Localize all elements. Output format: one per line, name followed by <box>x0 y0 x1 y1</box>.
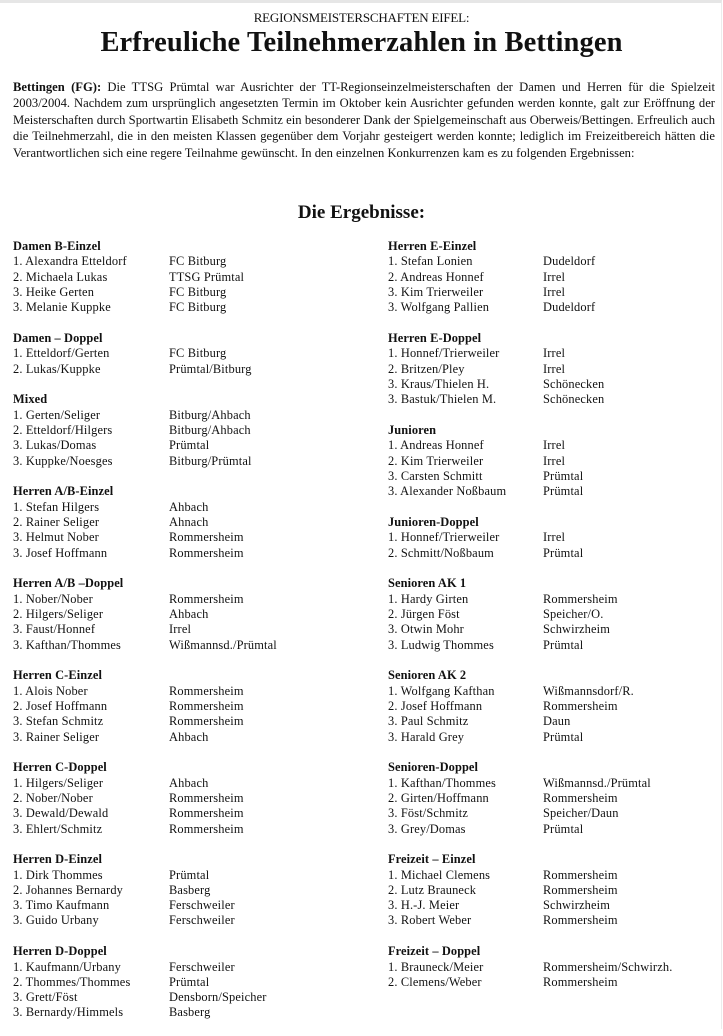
placement-name: 3. Carsten Schmitt <box>388 468 483 483</box>
result-section <box>13 239 358 315</box>
club-name: Rommersheim <box>169 683 244 698</box>
result-section <box>13 668 358 744</box>
placement-name: 2. Josef Hoffmann <box>388 698 483 713</box>
placement-name: 3. Bernardy/Himmels <box>13 1005 124 1020</box>
result-row <box>388 883 718 898</box>
club-name: Prümtal <box>169 867 210 882</box>
result-row <box>388 454 718 469</box>
placement-name: 3. Rainer Seliger <box>13 729 100 744</box>
result-row <box>388 638 718 653</box>
club-name: Prümtal <box>543 821 584 836</box>
result-section <box>13 484 358 560</box>
club-name: Densborn/Speicher <box>169 990 267 1005</box>
club-name: Irrel <box>169 622 192 637</box>
placement-name: 1. Hilgers/Seliger <box>13 775 104 790</box>
placement-name: 3. Föst/Schmitz <box>388 806 469 821</box>
placement-name: 2. Johannes Bernardy <box>13 882 124 897</box>
club-name: Ahbach <box>169 606 209 621</box>
result-section <box>13 392 358 468</box>
result-row <box>13 454 358 469</box>
result-row <box>13 362 358 377</box>
placement-name: 3. Otwin Mohr <box>388 622 464 637</box>
placement-name: 1. Kaufmann/Urbany <box>13 959 121 974</box>
club-name: Rommersheim <box>169 591 244 606</box>
club-name: Rommersheim <box>169 806 244 821</box>
placement-name: 3. Grey/Domas <box>388 821 466 836</box>
result-row <box>13 990 358 1005</box>
result-row <box>13 423 358 438</box>
club-name: Schönecken <box>543 392 605 407</box>
club-name: Ahbach <box>169 729 209 744</box>
placement-name: 1. Alois Nober <box>13 683 88 698</box>
club-name: Rommersheim <box>543 882 618 897</box>
placement-name: 3. Harald Grey <box>388 729 465 744</box>
placement-name: 2. Jürgen Föst <box>388 606 460 621</box>
section-title: Freizeit – Doppel <box>388 944 481 959</box>
result-row <box>388 776 718 791</box>
result-row <box>13 592 358 607</box>
result-row <box>388 868 718 883</box>
section-title: Herren D-Doppel <box>13 944 107 959</box>
placement-name: 2. Michaela Lukas <box>13 269 108 284</box>
placement-name: 1. Kafthan/Thommes <box>388 775 496 790</box>
club-name: FC Bitburg <box>169 284 227 299</box>
section-title: Herren C-Einzel <box>13 668 103 683</box>
club-name: Irrel <box>543 453 566 468</box>
placement-name: 3. Faust/Honnef <box>13 622 96 637</box>
placement-name: 3. Heike Gerten <box>13 284 95 299</box>
intro-lead: Bettingen (FG): <box>13 80 102 94</box>
placement-name: 1. Dirk Thommes <box>13 867 103 882</box>
result-row <box>13 776 358 791</box>
result-row <box>388 270 718 285</box>
club-name: Wißmannsdorf/R. <box>543 683 634 698</box>
club-name: Rommersheim <box>169 545 244 560</box>
result-row <box>13 714 358 729</box>
section-title: Senioren AK 2 <box>388 668 467 683</box>
placement-name: 2. Clemens/Weber <box>388 974 482 989</box>
club-name: Irrel <box>543 284 566 299</box>
club-name: Irrel <box>543 346 566 361</box>
placement-name: 2. Rainer Seliger <box>13 514 100 529</box>
result-row <box>388 377 718 392</box>
placement-name: 2. Josef Hoffmann <box>13 698 108 713</box>
placement-name: 2. Lutz Brauneck <box>388 882 477 897</box>
result-row <box>13 898 358 913</box>
club-name: Rommersheim <box>543 790 618 805</box>
result-row <box>388 346 718 361</box>
article-headline: Erfreuliche Teilnehmerzahlen in Bettingen <box>100 27 623 58</box>
result-row <box>13 699 358 714</box>
club-name: Rommersheim <box>169 530 244 545</box>
article-kicker: REGIONSMEISTERSCHAFTEN EIFEL: <box>253 10 470 25</box>
club-name: Rommersheim <box>543 867 618 882</box>
club-name: Rommersheim <box>543 698 618 713</box>
section-title: Junioren <box>388 422 437 437</box>
result-row <box>388 806 718 821</box>
result-row <box>13 730 358 745</box>
club-name: Speicher/Daun <box>543 806 619 821</box>
placement-name: 2. Girten/Hoffmann <box>388 790 489 805</box>
result-row <box>388 898 718 913</box>
placement-name: 3. Dewald/Dewald <box>13 806 109 821</box>
placement-name: 3. Ehlert/Schmitz <box>13 821 103 836</box>
result-row <box>13 791 358 806</box>
placement-name: 3. Robert Weber <box>388 913 472 928</box>
result-row <box>13 530 358 545</box>
placement-name: 1. Brauneck/Meier <box>388 959 484 974</box>
club-name: Dudeldorf <box>543 254 596 269</box>
section-title: Senioren AK 1 <box>388 576 467 591</box>
result-row <box>13 868 358 883</box>
placement-name: 2. Hilgers/Seliger <box>13 606 104 621</box>
result-section <box>13 760 358 836</box>
section-title: Herren C-Doppel <box>13 760 107 775</box>
results-column-right <box>388 239 718 1006</box>
placement-name: 2. Britzen/Pley <box>388 361 465 376</box>
placement-name: 1. Stefan Hilgers <box>13 499 100 514</box>
result-section <box>13 576 358 652</box>
placement-name: 3. Bastuk/Thielen M. <box>388 392 497 407</box>
result-row <box>13 806 358 821</box>
club-name: Speicher/O. <box>543 606 604 621</box>
article-intro <box>13 79 715 161</box>
placement-name: 1. Alexandra Etteldorf <box>13 254 127 269</box>
result-row <box>388 699 718 714</box>
result-row <box>13 975 358 990</box>
result-row <box>388 438 718 453</box>
placement-name: 3. H.-J. Meier <box>388 898 460 913</box>
placement-name: 1. Andreas Honnef <box>388 438 484 453</box>
club-name: Ferschweiler <box>169 913 235 928</box>
result-section <box>388 760 718 836</box>
club-name: Wißmannsd./Prümtal <box>543 775 651 790</box>
club-name: Rommersheim <box>543 591 618 606</box>
club-name: Schönecken <box>543 376 605 391</box>
result-section <box>388 668 718 744</box>
club-name: Schwirzheim <box>543 622 611 637</box>
club-name: Prümtal/Bitburg <box>169 361 252 376</box>
result-row <box>13 346 358 361</box>
result-row <box>388 684 718 699</box>
club-name: Rommersheim <box>169 714 244 729</box>
result-row <box>13 515 358 530</box>
club-name: Ahbach <box>169 775 209 790</box>
result-row <box>13 254 358 269</box>
club-name: Basberg <box>169 1005 211 1020</box>
section-title: Junioren-Doppel <box>388 514 479 529</box>
result-row <box>388 392 718 407</box>
result-row <box>13 546 358 561</box>
result-row <box>388 960 718 975</box>
club-name: Ferschweiler <box>169 959 235 974</box>
club-name: Rommersheim <box>169 698 244 713</box>
results-heading: Die Ergebnisse: <box>297 202 426 223</box>
result-row <box>13 408 358 423</box>
result-section <box>13 852 358 928</box>
section-title: Freizeit – Einzel <box>388 852 476 867</box>
placement-name: 3. Josef Hoffmann <box>13 545 108 560</box>
result-row <box>13 285 358 300</box>
club-name: Rommersheim <box>169 821 244 836</box>
club-name: Prümtal <box>169 974 210 989</box>
club-name: Ferschweiler <box>169 898 235 913</box>
section-title: Senioren-Doppel <box>388 760 479 775</box>
result-row <box>388 300 718 315</box>
result-row <box>13 883 358 898</box>
club-name: Bitburg/Ahbach <box>169 407 251 422</box>
placement-name: 2. Kim Trierweiler <box>388 453 484 468</box>
results-column-left <box>13 239 358 1036</box>
result-section <box>388 944 718 990</box>
club-name: Irrel <box>543 530 566 545</box>
result-section <box>388 331 718 407</box>
result-row <box>388 730 718 745</box>
placement-name: 2. Schmitt/Noßbaum <box>388 545 494 560</box>
placement-name: 3. Kuppke/Noesges <box>13 453 113 468</box>
placement-name: 1. Hardy Girten <box>388 591 469 606</box>
club-name: Irrel <box>543 269 566 284</box>
result-row <box>388 285 718 300</box>
result-row <box>388 975 718 990</box>
result-row <box>388 622 718 637</box>
section-title: Damen B-Einzel <box>13 239 101 253</box>
result-section <box>388 423 718 499</box>
placement-name: 3. Kim Trierweiler <box>388 284 484 299</box>
result-section <box>388 515 718 561</box>
result-row <box>388 592 718 607</box>
club-name: Rommersheim/Schwirzh. <box>543 959 673 974</box>
result-row <box>13 270 358 285</box>
result-row <box>388 913 718 928</box>
result-section <box>388 576 718 652</box>
placement-name: 1. Gerten/Seliger <box>13 407 101 422</box>
placement-name: 1. Stefan Lonien <box>388 254 473 269</box>
placement-name: 1. Michael Clemens <box>388 867 491 882</box>
result-row <box>13 684 358 699</box>
result-section <box>13 331 358 377</box>
placement-name: 2. Andreas Honnef <box>388 269 484 284</box>
section-title: Herren A/B-Einzel <box>13 484 114 499</box>
club-name: Rommersheim <box>543 974 618 989</box>
result-row <box>388 362 718 377</box>
placement-name: 3. Kafthan/Thommes <box>13 637 121 652</box>
placement-name: 3. Lukas/Domas <box>13 438 97 453</box>
placement-name: 1. Honnef/Trierweiler <box>388 346 500 361</box>
result-row <box>13 638 358 653</box>
placement-name: 3. Alexander Noßbaum <box>388 484 507 499</box>
result-row <box>13 960 358 975</box>
placement-name: 3. Paul Schmitz <box>388 714 469 729</box>
club-name: Basberg <box>169 882 211 897</box>
placement-name: 2. Nober/Nober <box>13 790 93 805</box>
result-row <box>13 300 358 315</box>
placement-name: 1. Wolfgang Kafthan <box>388 683 495 698</box>
result-row <box>388 822 718 837</box>
placement-name: 1. Nober/Nober <box>13 591 93 606</box>
club-name: Schwirzheim <box>543 898 611 913</box>
placement-name: 1. Honnef/Trierweiler <box>388 530 500 545</box>
result-row <box>388 714 718 729</box>
section-title: Damen – Doppel <box>13 330 103 345</box>
result-row <box>13 1005 358 1020</box>
placement-name: 3. Kraus/Thielen H. <box>388 376 490 391</box>
result-row <box>13 500 358 515</box>
club-name: Prümtal <box>169 438 210 453</box>
result-row <box>388 254 718 269</box>
result-row <box>388 484 718 499</box>
placement-name: 3. Melanie Kuppke <box>13 300 111 315</box>
club-name: Prümtal <box>543 637 584 652</box>
placement-name: 1. Etteldorf/Gerten <box>13 346 110 361</box>
placement-name: 3. Grett/Föst <box>13 990 78 1005</box>
club-name: Rommersheim <box>169 790 244 805</box>
result-row <box>13 607 358 622</box>
club-name: TTSG Prümtal <box>169 269 245 284</box>
result-row <box>388 469 718 484</box>
result-row <box>388 546 718 561</box>
placement-name: 3. Ludwig Thommes <box>388 637 494 652</box>
placement-name: 3. Wolfgang Pallien <box>388 300 490 315</box>
placement-name: 2. Lukas/Kuppke <box>13 361 101 376</box>
club-name: Ahnach <box>169 514 209 529</box>
club-name: Ahbach <box>169 499 209 514</box>
club-name: Bitburg/Ahbach <box>169 422 251 437</box>
placement-name: 3. Timo Kaufmann <box>13 898 110 913</box>
section-title: Herren A/B –Doppel <box>13 576 124 591</box>
result-section <box>13 944 358 1020</box>
placement-name: 2. Etteldorf/Hilgers <box>13 422 113 437</box>
club-name: Prümtal <box>543 729 584 744</box>
club-name: Irrel <box>543 438 566 453</box>
section-title: Mixed <box>13 392 48 407</box>
intro-body: Die TTSG Prümtal war Ausrichter der TT-Regionseinzelmeisterschaften der Damen und Herren für die Spielzeit 2003/2004. Nachdem zum ursprünglich angesetzten Termin im Oktober kein Ausrichter gefunden werden konnte, galt zur Eröffnung der Meisterschaften durch Sportwartin Elisabeth Schmitz ein besonderer Dank der Spielgemeinschaft aus Oberweis/Bettingen. Erfreulich auch die Teilnehmerzahl, die in den meisten Klassen gegenüber dem Vorjahr gesteigert werden konnte; lediglich im Freizeitbereich hätten die Verantwortlichen sich eine regere Teilnahme gewünscht. In den einzelnen Konkurrenzen kam es zu folgenden Ergebnissen: <box>13 80 715 160</box>
placement-name: 3. Guido Urbany <box>13 913 99 928</box>
club-name: Irrel <box>543 361 566 376</box>
club-name: Prümtal <box>543 484 584 499</box>
result-row <box>13 822 358 837</box>
club-name: Daun <box>543 714 571 729</box>
club-name: Prümtal <box>543 468 584 483</box>
club-name: FC Bitburg <box>169 300 227 315</box>
club-name: Bitburg/Prümtal <box>169 453 252 468</box>
result-row <box>388 791 718 806</box>
section-title: Herren E-Doppel <box>388 330 482 345</box>
result-row <box>388 607 718 622</box>
result-row <box>388 530 718 545</box>
result-row <box>13 438 358 453</box>
result-section <box>388 852 718 928</box>
club-name: FC Bitburg <box>169 254 227 269</box>
club-name: FC Bitburg <box>169 346 227 361</box>
placement-name: 2. Thommes/Thommes <box>13 974 131 989</box>
result-row <box>13 913 358 928</box>
placement-name: 3. Stefan Schmitz <box>13 714 104 729</box>
result-section <box>388 239 718 315</box>
club-name: Dudeldorf <box>543 300 596 315</box>
placement-name: 3. Helmut Nober <box>13 530 99 545</box>
result-row <box>13 622 358 637</box>
section-title: Herren D-Einzel <box>13 852 103 867</box>
club-name: Prümtal <box>543 545 584 560</box>
section-title: Herren E-Einzel <box>388 239 477 253</box>
club-name: Rommersheim <box>543 913 618 928</box>
club-name: Wißmannsd./Prümtal <box>169 637 277 652</box>
